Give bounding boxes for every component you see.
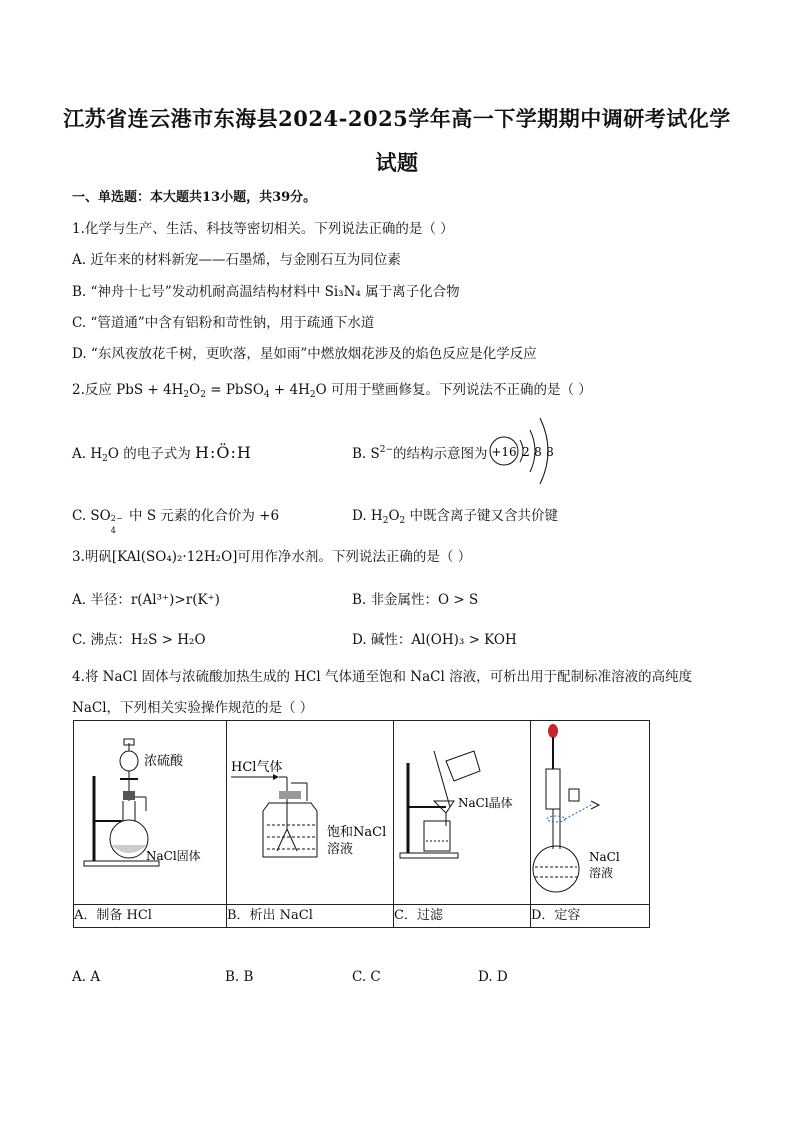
q4-stem-line1: 4.将 NaCl 固体与浓硫酸加热生成的 HCl 气体通至饱和 NaCl 溶液，可析出用于配制标准溶液的高纯度 <box>72 669 693 685</box>
figure-a-caption: A．制备 HCl <box>74 905 227 928</box>
q1-stem: 1.化学与生产、生活、科技等密切相关。下列说法正确的是（ ） <box>72 221 454 237</box>
q1-option-d: D. “东风夜放花千树，更吹落，星如雨”中燃放烟花涉及的焰色反应是化学反应 <box>72 346 537 362</box>
figure-b-apparatus <box>227 721 393 900</box>
figure-d-label-solution: 溶液 <box>589 866 614 880</box>
q4-option-c: C. C <box>352 969 381 985</box>
figure-d-label-nacl: NaCl <box>589 850 620 864</box>
page-title: 江苏省连云港市东海县2024-2025学年高一下学期期中调研考试化学 <box>63 106 731 131</box>
shell-1-count: 2 <box>522 445 530 459</box>
experiment-figure-table <box>73 720 650 928</box>
q2-option-d: D. $H_2O_2$ 中既含离子键又含共价键 <box>352 508 559 526</box>
figure-c-cell <box>394 721 531 905</box>
figure-a-cell <box>74 721 227 905</box>
q3-stem: 3.明矾[KAl(SO₄)₂·12H₂O]可用作净水剂。下列说法正确的是（ ） <box>72 549 472 565</box>
q1-option-b: B. “神舟十七号”发动机耐高温结构材料中 Si₃N₄ 属于离子化合物 <box>72 284 460 300</box>
nucleus-label: +16 <box>491 445 517 459</box>
section-header: 一、单选题：本大题共13小题，共39分。 <box>72 190 317 205</box>
shell-2-count: 8 <box>534 445 542 459</box>
figure-a-label-acid: 浓硫酸 <box>144 754 184 769</box>
figure-d-cell <box>531 721 650 905</box>
q2-option-a: A. $H_2O$ 的电子式为 H:Ö:H <box>72 443 252 464</box>
q3-option-c: C. 沸点：H₂S > H₂O <box>72 632 206 648</box>
figure-d-caption: D．定容 <box>531 905 650 928</box>
page-title-line2: 试题 <box>375 150 419 175</box>
figure-c-apparatus <box>394 721 530 900</box>
q4-stem-line2: NaCl，下列相关实验操作规范的是（ ） <box>72 700 314 716</box>
figure-b-label-solution: 饱和NaCl <box>327 825 387 840</box>
q4-option-a: A. A <box>72 969 101 985</box>
q1-option-c: C. “管道通”中含有铝粉和苛性钠，用于疏通下水道 <box>72 315 375 331</box>
q4-option-d: D. D <box>478 969 508 985</box>
figure-b-label-solution2: 溶液 <box>327 842 354 857</box>
q2-stem: 2.反应 PbS + $4H_2O_2$ = PbSO$_4$ + $4H_2O$ 可用于壁画修复。下列说法不正确的是（ ） <box>72 382 592 400</box>
figure-b-caption: B．析出 NaCl <box>227 905 394 928</box>
q4-option-b: B. B <box>225 969 254 985</box>
shell-3-count: 8 <box>546 445 554 459</box>
figure-c-label-crystal: NaCl晶体 <box>458 796 513 810</box>
q2-option-b: B. $S^{2-}$的结构示意图为 <box>352 445 488 462</box>
q3-option-a: A. 半径：r(Al³⁺)>r(K⁺) <box>72 592 220 608</box>
figure-b-cell <box>227 721 394 905</box>
q1-option-a: A. 近年来的材料新宠——石墨烯，与金刚石互为同位素 <box>72 252 401 268</box>
electron-formula: H:Ö:H <box>195 443 252 462</box>
figure-a-label-solid: NaCl固体 <box>146 849 201 863</box>
atomic-structure-diagram <box>486 410 566 492</box>
figure-a-apparatus <box>74 721 226 900</box>
figure-c-caption: C．过滤 <box>394 905 531 928</box>
figure-b-label-gas: HCl气体 <box>231 760 283 775</box>
figure-d-apparatus <box>531 721 649 900</box>
q3-option-d: D. 碱性：Al(OH)₃ > KOH <box>352 632 517 648</box>
q2-option-c: C. SO 2− 4 中 S 元素的化合价为 +6 <box>72 508 280 535</box>
q3-option-b: B. 非金属性：O > S <box>352 592 479 608</box>
